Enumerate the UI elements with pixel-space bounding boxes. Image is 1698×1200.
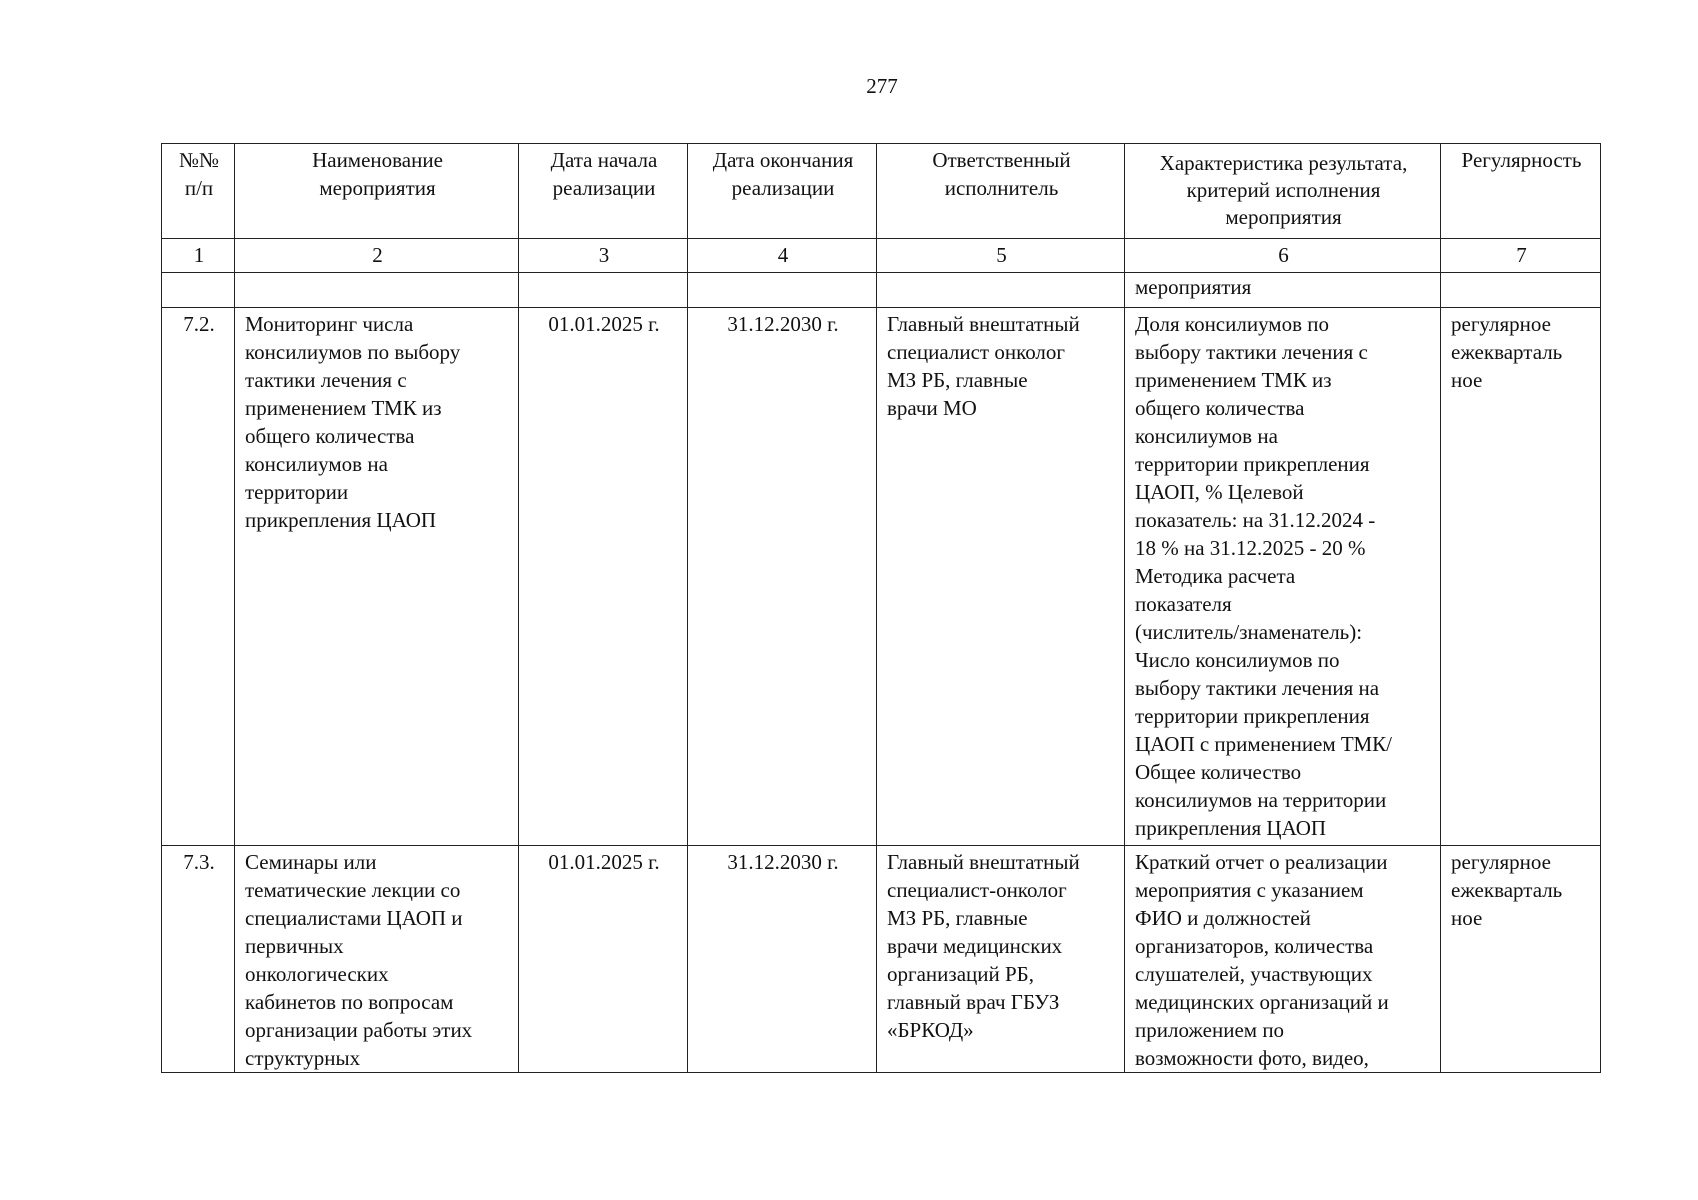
result-description: Доля консилиумов по выбору тактики лечения с применением ТМК из общего количества консилиумов на территории прикрепления ЦАОП, % Целевой показатель: на 31.12.2024 - 18 % на 31.12.2025 - 20 % Методика расчета показателя (числитель/знаменатель): Число консилиумов по выбору тактики лечения на территории прикрепления ЦАОП с применением ТМК/ Общее количество консилиумов на территории прикрепления ЦАОП xyxy=(1125,308,1441,846)
row-number: 7.2. xyxy=(162,308,235,846)
continuation-row xyxy=(162,273,1601,308)
result-description: Краткий отчет о реализации мероприятия с указанием ФИО и должностей организаторов, количества слушателей, участвующих медицинских организаций и приложением по возможности фото, видео, xyxy=(1125,846,1441,1073)
header-responsible: Ответственный исполнитель xyxy=(877,144,1125,239)
header-end-date: Дата окончания реализации xyxy=(688,144,877,239)
event-name: Мониторинг числа консилиумов по выбору тактики лечения с применением ТМК из общего количества консилиумов на территории прикрепления ЦАОП xyxy=(235,308,519,846)
start-date: 01.01.2025 г. xyxy=(519,308,688,846)
event-name: Семинары или тематические лекции со специалистами ЦАОП и первичных онкологических кабинетов по вопросам организации работы этих структурных xyxy=(235,846,519,1073)
end-date: 31.12.2030 г. xyxy=(688,308,877,846)
continuation-text: мероприятия xyxy=(1125,273,1441,308)
column-number-row xyxy=(162,239,1601,273)
column-number: 1 xyxy=(162,239,235,273)
column-number: 2 xyxy=(235,239,519,273)
page-number: 277 xyxy=(866,74,898,98)
start-date: 01.01.2025 г. xyxy=(519,846,688,1073)
header-num: №№ п/п xyxy=(162,144,235,239)
responsible-executor: Главный внештатный специалист онколог МЗ РБ, главные врачи МО xyxy=(877,308,1125,846)
header-result: Характеристика результата, критерий исполнения мероприятия xyxy=(1125,144,1441,239)
events-table xyxy=(161,143,1601,1073)
column-number: 3 xyxy=(519,239,688,273)
table-header-row xyxy=(162,144,1601,239)
regularity: регулярное ежекварталь ное xyxy=(1441,846,1601,1073)
header-name: Наименование мероприятия xyxy=(235,144,519,239)
table-row xyxy=(162,308,1601,846)
row-number: 7.3. xyxy=(162,846,235,1073)
end-date: 31.12.2030 г. xyxy=(688,846,877,1073)
regularity: регулярное ежекварталь ное xyxy=(1441,308,1601,846)
header-regularity: Регулярность xyxy=(1441,144,1601,239)
column-number: 4 xyxy=(688,239,877,273)
column-number: 7 xyxy=(1441,239,1601,273)
header-start-date: Дата начала реализации xyxy=(519,144,688,239)
table-row xyxy=(162,846,1601,1073)
column-number: 5 xyxy=(877,239,1125,273)
column-number: 6 xyxy=(1125,239,1441,273)
responsible-executor: Главный внештатный специалист-онколог МЗ РБ, главные врачи медицинских организаций РБ, главный врач ГБУЗ «БРКОД» xyxy=(877,846,1125,1073)
